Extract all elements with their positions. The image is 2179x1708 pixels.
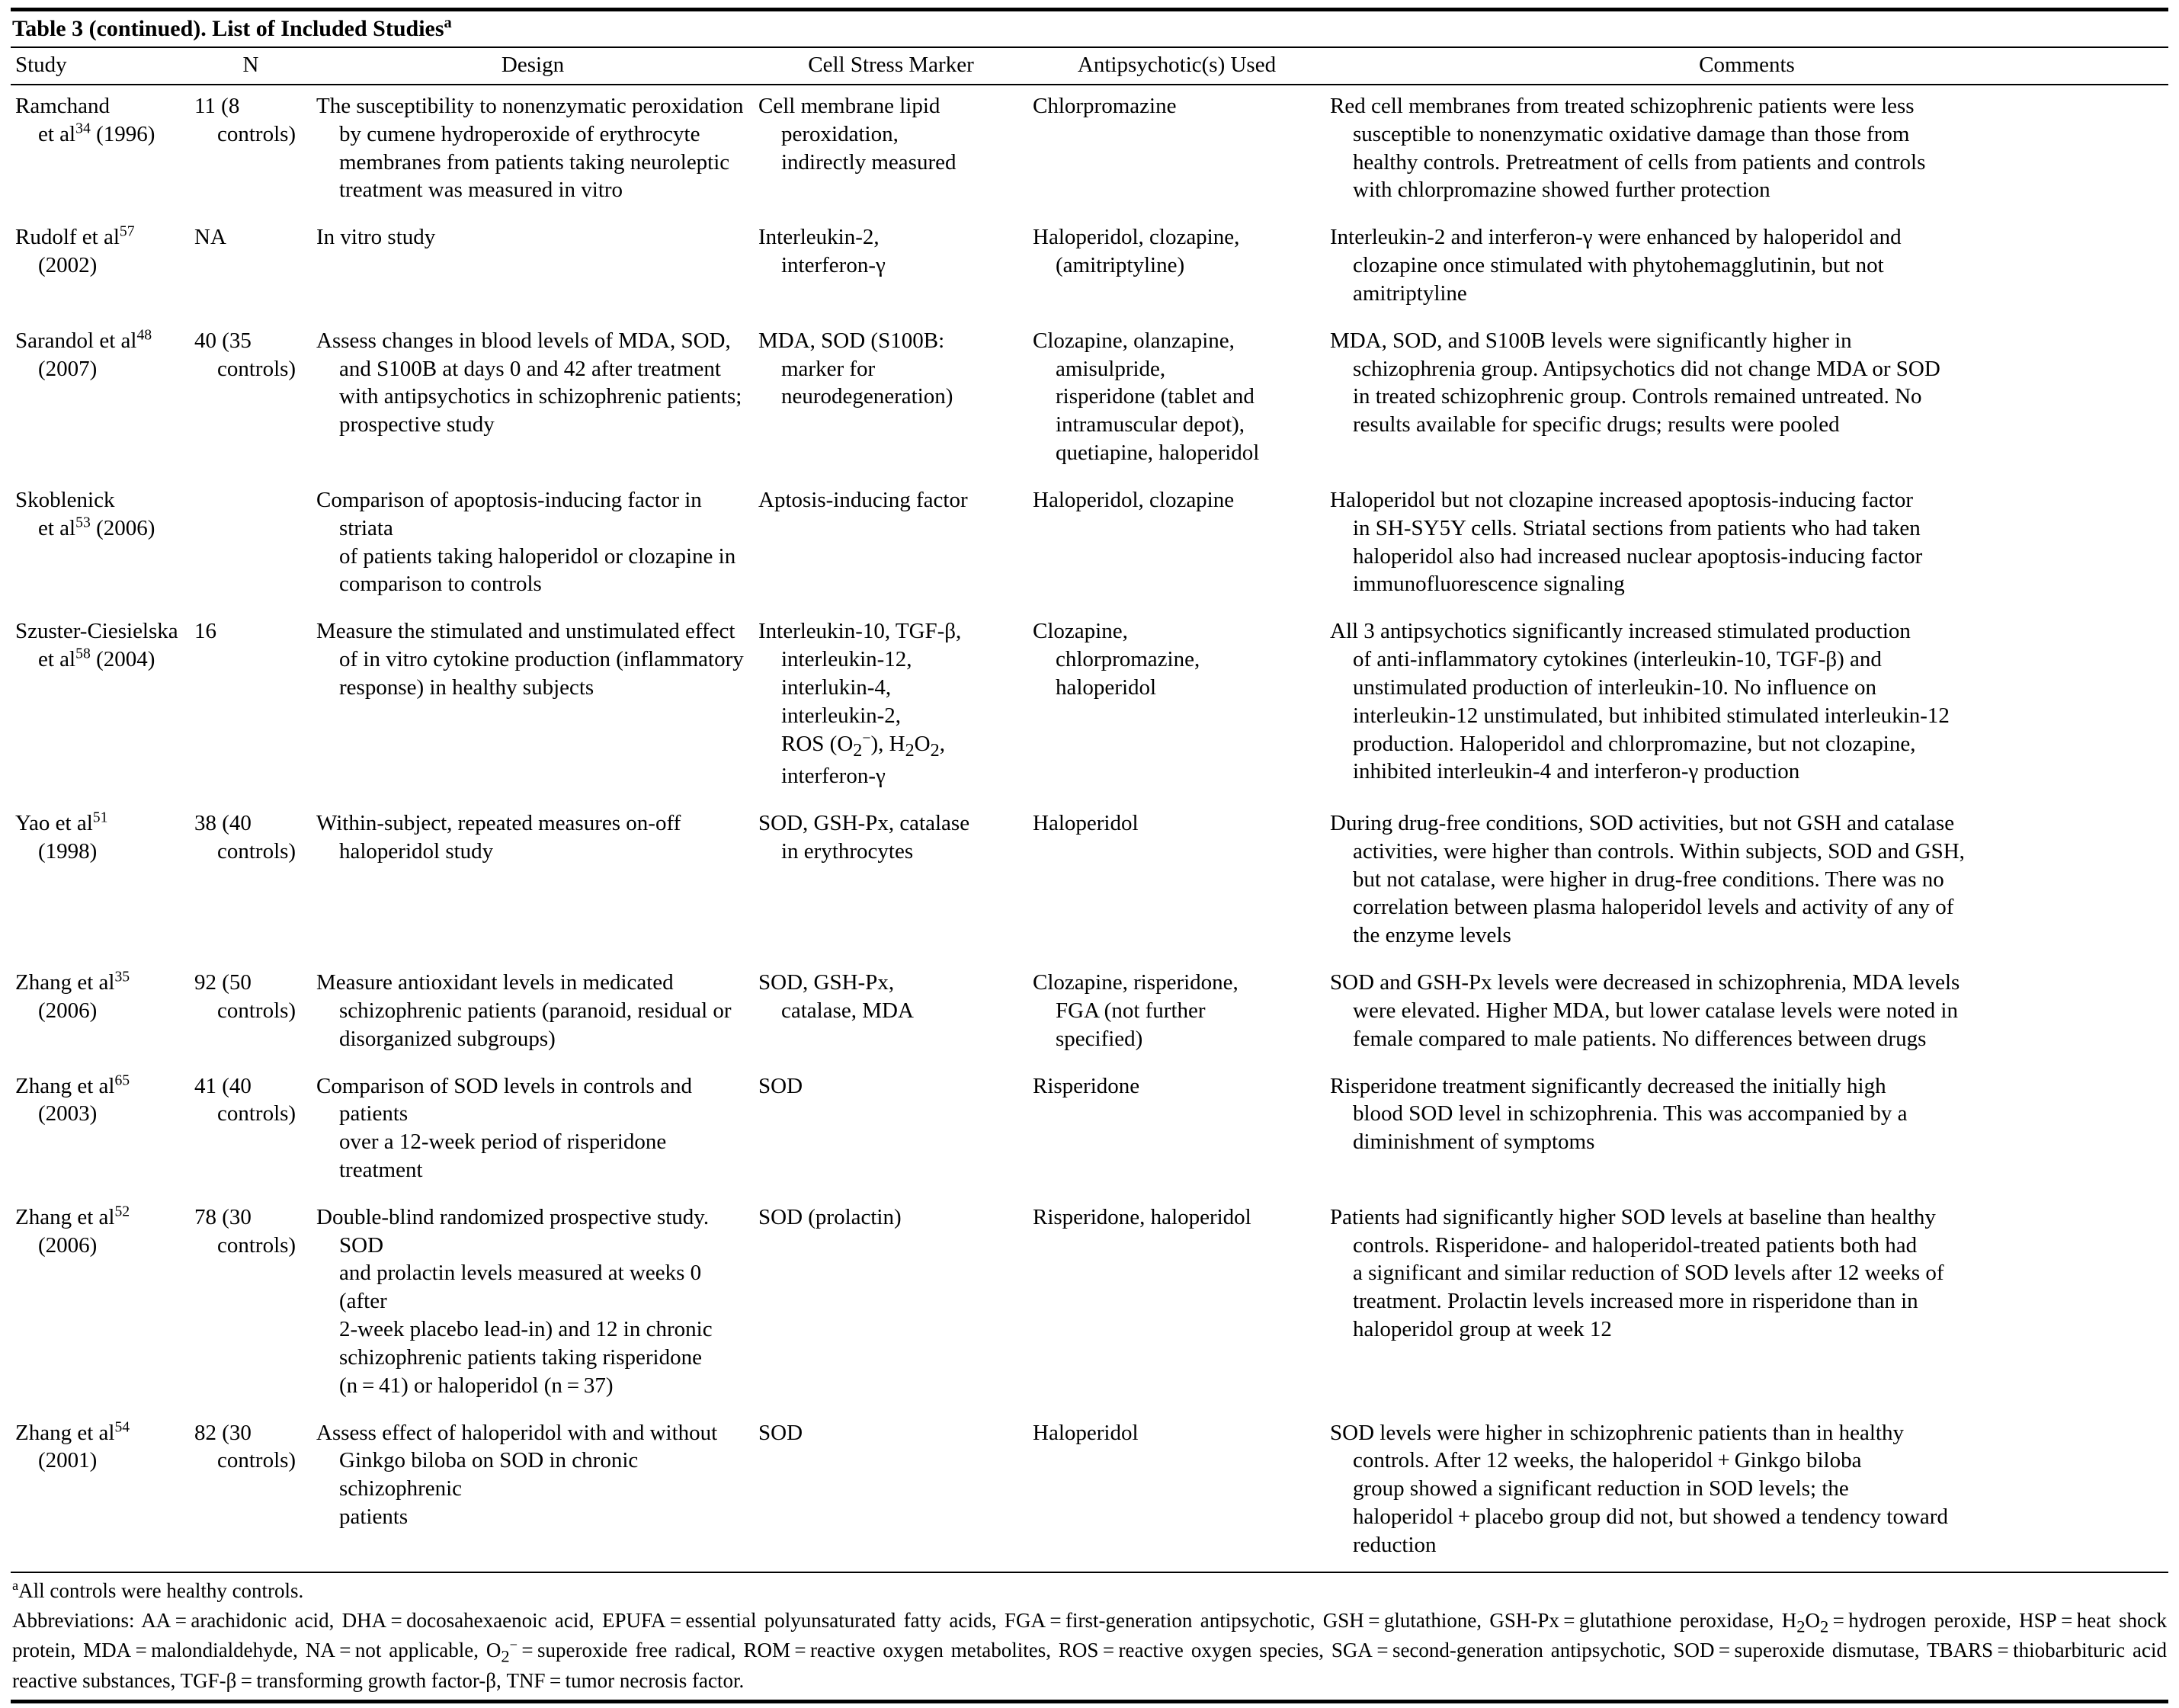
cell-antipsychotics: Risperidone, haloperidol: [1033, 1204, 1251, 1229]
cell-study: Ramchand et $al^{34}$ (1996): [15, 94, 155, 146]
footnote-a-marker: a: [12, 1577, 19, 1593]
cell-n: 41 (40 controls): [194, 1073, 296, 1126]
cell-design: Assess effect of haloperidol with and without Ginkgo biloba on SOD in chronic schizophrenic patients: [316, 1420, 718, 1530]
column-header-study: Study: [11, 47, 190, 85]
cell-design: Within-subject, repeated measures on-off haloperidol study: [316, 810, 681, 864]
cell-antipsychotics: Clozapine, olanzapine, amisulpride, risperidone (tablet and intramuscular depot), quetiapine, haloperidol: [1033, 328, 1260, 466]
cell-antipsychotics: Chlorpromazine: [1033, 94, 1177, 118]
cell-n: 92 (50 controls): [194, 970, 296, 1023]
cell-n: 78 (30 controls): [194, 1204, 296, 1258]
abbreviations-note: Abbreviations: AA = arachidonic acid, DHA = docosahexaenoic acid, EPUFA = essential polyunsaturated fatty acids, FGA = first-generation antipsychotic, GSH = glutathione, GSH-Px = glutathione peroxidase, $H_2O_2$ = hydrogen peroxide, HSP = heat shock protein, MDA = malondialdehyde, NA = not applicable, $O_2^-$ = superoxide free radical, ROM = reactive oxygen metabolites, ROS = reactive oxygen species, SGA = second-generation antipsychotic, SOD = superoxide dismutase, TBARS = thiobarbituric acid reactive substances, TGF-β = transforming growth factor-β, TNF = tumor necrosis factor.: [12, 1608, 2167, 1693]
table-title-text: Table 3 (continued). List of Included Studies: [12, 16, 444, 41]
cell-study: Zhang et $al^{54}$ (2001): [15, 1418, 130, 1473]
cell-comments: Haloperidol but not clozapine increased apoptosis-inducing factor in SH-SY5Y cells. Striatal sections from patients who had taken haloperidol also had increased nuclear apoptosis-inducing factor immunofluorescence signaling: [1330, 487, 1923, 597]
cell-antipsychotics: Haloperidol: [1033, 1420, 1139, 1445]
cell-comments: SOD levels were higher in schizophrenic patients than in healthy controls. After 12 weeks, the haloperidol + Ginkgo biloba group showed a significant reduction in SOD levels; the haloperidol + placebo group did not, but showed a tendency toward reduction: [1330, 1420, 1948, 1557]
cell-comments: MDA, SOD, and S100B levels were significantly higher in schizophrenia group. Antipsychotics did not change MDA or SOD in treated schizophrenic group. Controls remained untreated. No results available for specific drugs; results were pooled: [1330, 328, 1940, 437]
cell-design: Assess changes in blood levels of MDA, SOD, and S100B at days 0 and 42 after treatment with antipsychotics in schizophrenic patients; prospective study: [316, 328, 742, 437]
table-row: [11, 1197, 2168, 1412]
cell-marker: Cell membrane lipid peroxidation, indirectly measured: [758, 94, 957, 175]
cell-study: Sarandol et $al^{48}$ (2007): [15, 326, 152, 381]
table-row: [11, 1065, 2168, 1197]
table-row: [11, 85, 2168, 216]
cell-n: [190, 479, 312, 610]
cell-marker: Interleukin-2, interferon-γ: [758, 225, 886, 278]
studies-table: [11, 46, 2168, 1572]
cell-design: Measure antioxidant levels in medicated schizophrenic patients (paranoid, residual or disorganized subgroups): [316, 970, 732, 1051]
cell-comments: Patients had significantly higher SOD levels at baseline than healthy controls. Risperidone- and haloperidol-treated patients both had a significant and similar reduction of SOD levels after 12 weeks of treatment. Prolactin levels increased more in risperidone than in haloperidol group at week 12: [1330, 1204, 1944, 1342]
cell-study: Skoblenick et $al^{53}$ (2006): [15, 487, 155, 540]
cell-study: Szuster-Ciesielska et $al^{58}$ (2004): [15, 619, 178, 672]
cell-design: Comparison of apoptosis-inducing factor in striata of patients taking haloperidol or clozapine in comparison to controls: [316, 487, 736, 597]
column-header-comments: Comments: [1325, 47, 2168, 85]
cell-design: The susceptibility to nonenzymatic peroxidation by cumene hydroperoxide of erythrocyte membranes from patients taking neuroleptic treatment was measured in vitro: [316, 94, 744, 203]
footnote-a-text: All controls were healthy controls.: [18, 1578, 304, 1602]
column-header-marker: Cell Stress Marker: [754, 47, 1028, 85]
cell-comments: Red cell membranes from treated schizophrenic patients were less susceptible to nonenzymatic oxidative damage than those from healthy controls. Pretreatment of cells from patients and controls with chlorpromazine showed further protection: [1330, 94, 1926, 203]
table-row: [11, 610, 2168, 803]
cell-marker: SOD: [758, 1073, 803, 1098]
cell-study: Zhang et $al^{52}$ (2006): [15, 1203, 130, 1258]
cell-study: Zhang et $al^{65}$ (2003): [15, 1071, 130, 1126]
cell-antipsychotics: Clozapine, chlorpromazine, haloperidol: [1033, 619, 1200, 700]
cell-n: 82 (30 controls): [194, 1420, 296, 1473]
cell-n: 38 (40 controls): [194, 810, 296, 864]
cell-study: Rudolf et $al^{57}$ (2002): [15, 223, 135, 278]
cell-marker: SOD (prolactin): [758, 1204, 902, 1229]
cell-n: 16: [194, 619, 216, 644]
cell-n: NA: [194, 225, 226, 250]
cell-comments: SOD and GSH-Px levels were decreased in schizophrenia, MDA levels were elevated. Higher MDA, but lower catalase levels were noted in female compared to male patients. No differences between drugs: [1330, 970, 1960, 1051]
table-row: [11, 479, 2168, 610]
table-row: [11, 962, 2168, 1065]
table-row: [11, 216, 2168, 319]
cell-comments: During drug-free conditions, SOD activities, but not GSH and catalase activities, were higher than controls. Within subjects, SOD and GSH, but not catalase, were higher in drug-free conditions. There was no correlation between plasma haloperidol levels and activity of any of the enzyme levels: [1330, 810, 1965, 948]
cell-antipsychotics: Clozapine, risperidone, FGA (not further specified): [1033, 970, 1239, 1051]
column-header-n: N: [190, 47, 312, 85]
cell-design: In vitro study: [316, 225, 436, 250]
cell-marker: Aptosis-inducing factor: [758, 487, 968, 512]
column-header-antipsychotics: Antipsychotic(s) Used: [1028, 47, 1325, 85]
table-bottom-rule: [11, 1700, 2168, 1703]
cell-antipsychotics: Haloperidol, clozapine: [1033, 487, 1235, 512]
cell-comments: Interleukin-2 and interferon-γ were enhanced by haloperidol and clozapine once stimulated with phytohemagglutinin, but not amitriptyline: [1330, 225, 1902, 306]
cell-marker: SOD, GSH-Px, catalase in erythrocytes: [758, 810, 970, 864]
table-title-footnote-marker: a: [444, 14, 452, 31]
cell-comments: All 3 antipsychotics significantly increased stimulated production of anti-inflammatory cytokines (interleukin-10, TGF-β) and unstimulated production of interleukin-10. No influence on interleukin-12 unstimulated, but inhibited stimulated interleukin-12 production. Haloperidol and chlorpromazine, but not clozapine, inhibited interleukin-4 and interferon-γ production: [1330, 619, 1950, 784]
cell-n: 11 (8 controls): [194, 94, 296, 146]
column-header-design: Design: [312, 47, 754, 85]
cell-design: Double-blind randomized prospective study. SOD and prolactin levels measured at weeks 0 (after 2-week placebo lead-in) and 12 in chronic schizophrenic patients taking risperidone (n = 41) or haloperidol (n = 37): [316, 1204, 713, 1398]
table-row: [11, 803, 2168, 962]
cell-n: 40 (35 controls): [194, 328, 296, 381]
cell-antipsychotics: Risperidone: [1033, 1073, 1140, 1098]
cell-marker: Interleukin-10, TGF-β, interleukin-12, interlukin-4, interleukin-2, ROS $(O_2^-)$, $H_2O_2$, interferon-γ: [758, 619, 962, 789]
studies-table-body: [11, 85, 2168, 1572]
cell-design: Measure the stimulated and unstimulated effect of in vitro cytokine production (inflammatory response) in healthy subjects: [316, 619, 744, 700]
cell-study: Zhang et $al^{35}$ (2006): [15, 968, 130, 1023]
cell-study: Yao et $al^{51}$ (1998): [15, 809, 108, 864]
footnote-a: [11, 1577, 2168, 1606]
cell-comments: Risperidone treatment significantly decreased the initially high blood SOD level in schizophrenia. This was accompanied by a diminishment of symptoms: [1330, 1073, 1908, 1155]
table-footnotes: [11, 1572, 2168, 1696]
cell-antipsychotics: Haloperidol: [1033, 810, 1139, 835]
table-title: [11, 11, 2168, 46]
cell-antipsychotics: Haloperidol, clozapine, (amitriptyline): [1033, 225, 1240, 278]
table-row: [11, 1412, 2168, 1572]
cell-marker: SOD, GSH-Px, catalase, MDA: [758, 970, 914, 1023]
cell-design: Comparison of SOD levels in controls and patients over a 12-week period of risperidone treatment: [316, 1073, 692, 1182]
cell-marker: MDA, SOD (S100B: marker for neurodegeneration): [758, 328, 953, 409]
table-row: [11, 320, 2168, 479]
cell-marker: SOD: [758, 1420, 803, 1445]
table-header-row: [11, 47, 2168, 85]
